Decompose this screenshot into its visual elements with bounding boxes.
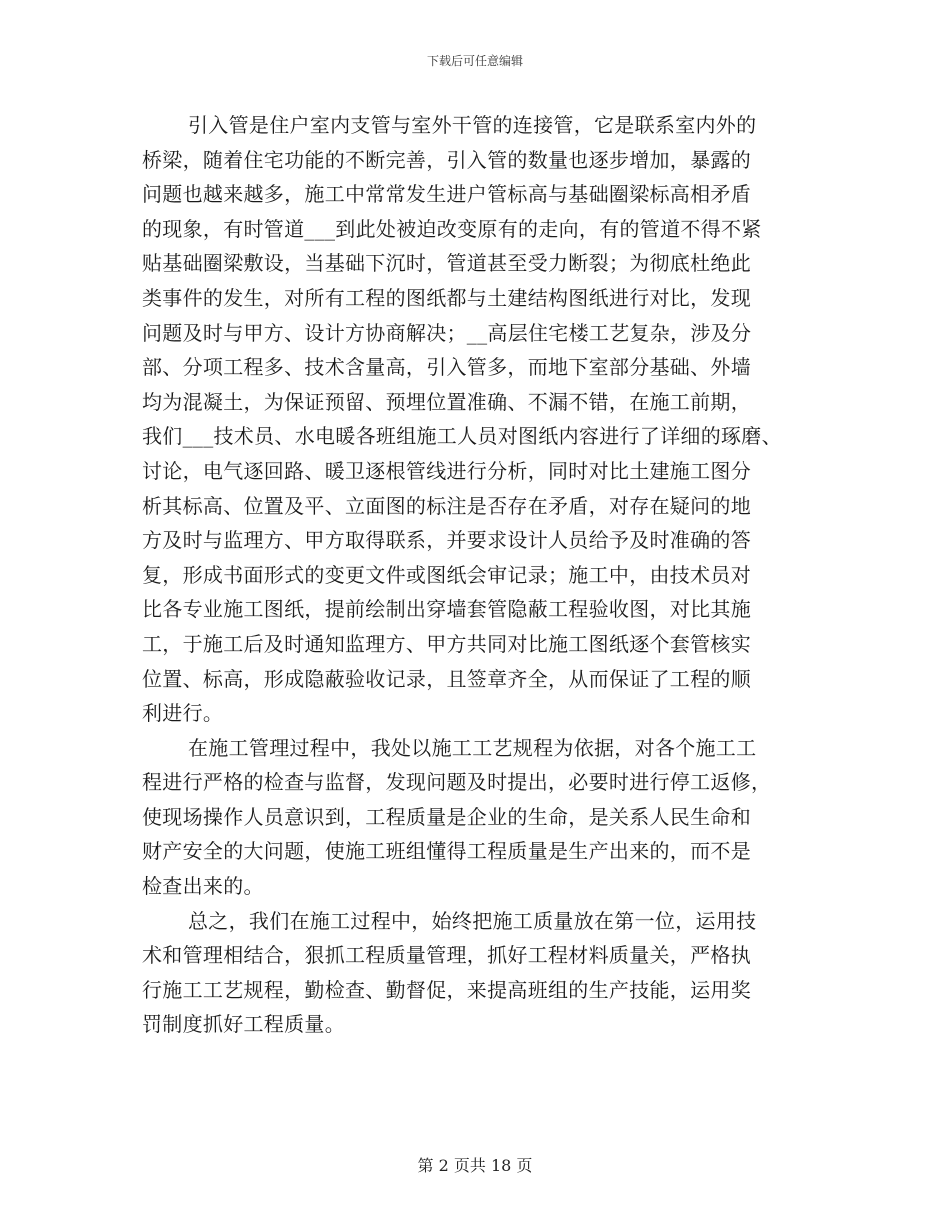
paragraph-1-line-11: 讨论，电气逐回路、暖卫逐根管线进行分析，同时对比土建施工图分 (142, 458, 751, 483)
paragraph-1-line-7: 问题及时与甲方、设计方协商解决；__高层住宅楼工艺复杂，涉及分 (142, 320, 752, 345)
paragraph-1-line-1: 引入管是住户室内支管与室外干管的连接管，它是联系室内外的 (188, 113, 757, 137)
paragraph-2-line-3: 使现场操作人员意识到，工程质量是企业的生命，是关系人民生命和 (142, 804, 751, 829)
paragraph-1-line-15: 比各专业施工图纸，提前绘制出穿墙套管隐蔽工程验收图，对比其施 (142, 597, 751, 622)
paragraph-2-line-4: 财产安全的大问题，使施工班组懂得工程质量是生产出来的，而不是 (142, 839, 751, 864)
paragraph-1-line-18: 利进行。 (142, 701, 224, 726)
paragraph-1-line-5: 贴基础圈梁敷设，当基础下沉时，管道甚至受力断裂；为彻底杜绝此 (142, 251, 751, 276)
paragraph-3-line-4: 罚制度抓好工程质量。 (142, 1012, 345, 1037)
page-number: 第 2 页共 18 页 (417, 1156, 533, 1175)
paragraph-1-line-3: 问题也越来越多，施工中常常发生进户管标高与基础圈梁标高相矛盾 (142, 182, 751, 207)
paragraph-1-line-4: 的现象，有时管道___到此处被迫改变原有的走向，有的管道不得不紧 (142, 216, 762, 241)
page-header: 下载后可任意编辑 (426, 54, 523, 68)
paragraph-1-line-2: 桥梁，随着住宅功能的不断完善，引入管的数量也逐步增加，暴露的 (142, 147, 751, 172)
paragraph-1-line-16: 工，于施工后及时通知监理方、甲方共同对比施工图纸逐个套管核实 (142, 631, 751, 656)
paragraph-1-line-13: 方及时与监理方、甲方取得联系，并要求设计人员给予及时准确的答 (142, 528, 751, 553)
paragraph-3-line-2: 术和管理相结合，狠抓工程质量管理，抓好工程材料质量关，严格执 (142, 943, 751, 968)
paragraph-1-line-8: 部、分项工程多、技术含量高，引入管多，而地下室部分基础、外墙 (142, 355, 751, 380)
document-body (142, 108, 802, 1042)
paragraph-3-line-1: 总之，我们在施工过程中，始终把施工质量放在第一位，运用技 (188, 908, 757, 933)
paragraph-1-line-9: 均为混凝土，为保证预留、预埋位置准确、不漏不错，在施工前期， (142, 389, 751, 414)
paragraph-1-line-12: 析其标高、位置及平、立面图的标注是否存在矛盾，对存在疑问的地 (142, 493, 751, 518)
paragraph-2-line-2: 程进行严格的检查与监督，发现问题及时提出，必要时进行停工返修， (142, 770, 772, 795)
paragraph-2-line-1: 在施工管理过程中，我处以施工工艺规程为依据，对各个施工工 (188, 735, 757, 760)
paragraph-3-line-3: 行施工工艺规程，勤检查、勤督促，来提高班组的生产技能，运用奖 (142, 977, 751, 1002)
paragraph-1-line-6: 类事件的发生，对所有工程的图纸都与土建结构图纸进行对比，发现 (142, 285, 751, 310)
paragraph-1-line-17: 位置、标高，形成隐蔽验收记录，且签章齐全，从而保证了工程的顺 (142, 666, 751, 691)
paragraph-1-line-10: 我们___技术员、水电暖各班组施工人员对图纸内容进行了详细的琢磨、 (142, 424, 782, 449)
paragraph-1-line-14: 复，形成书面形式的变更文件或图纸会审记录；施工中，由技术员对 (142, 562, 751, 587)
paragraph-2-line-5: 检查出来的。 (142, 874, 264, 899)
